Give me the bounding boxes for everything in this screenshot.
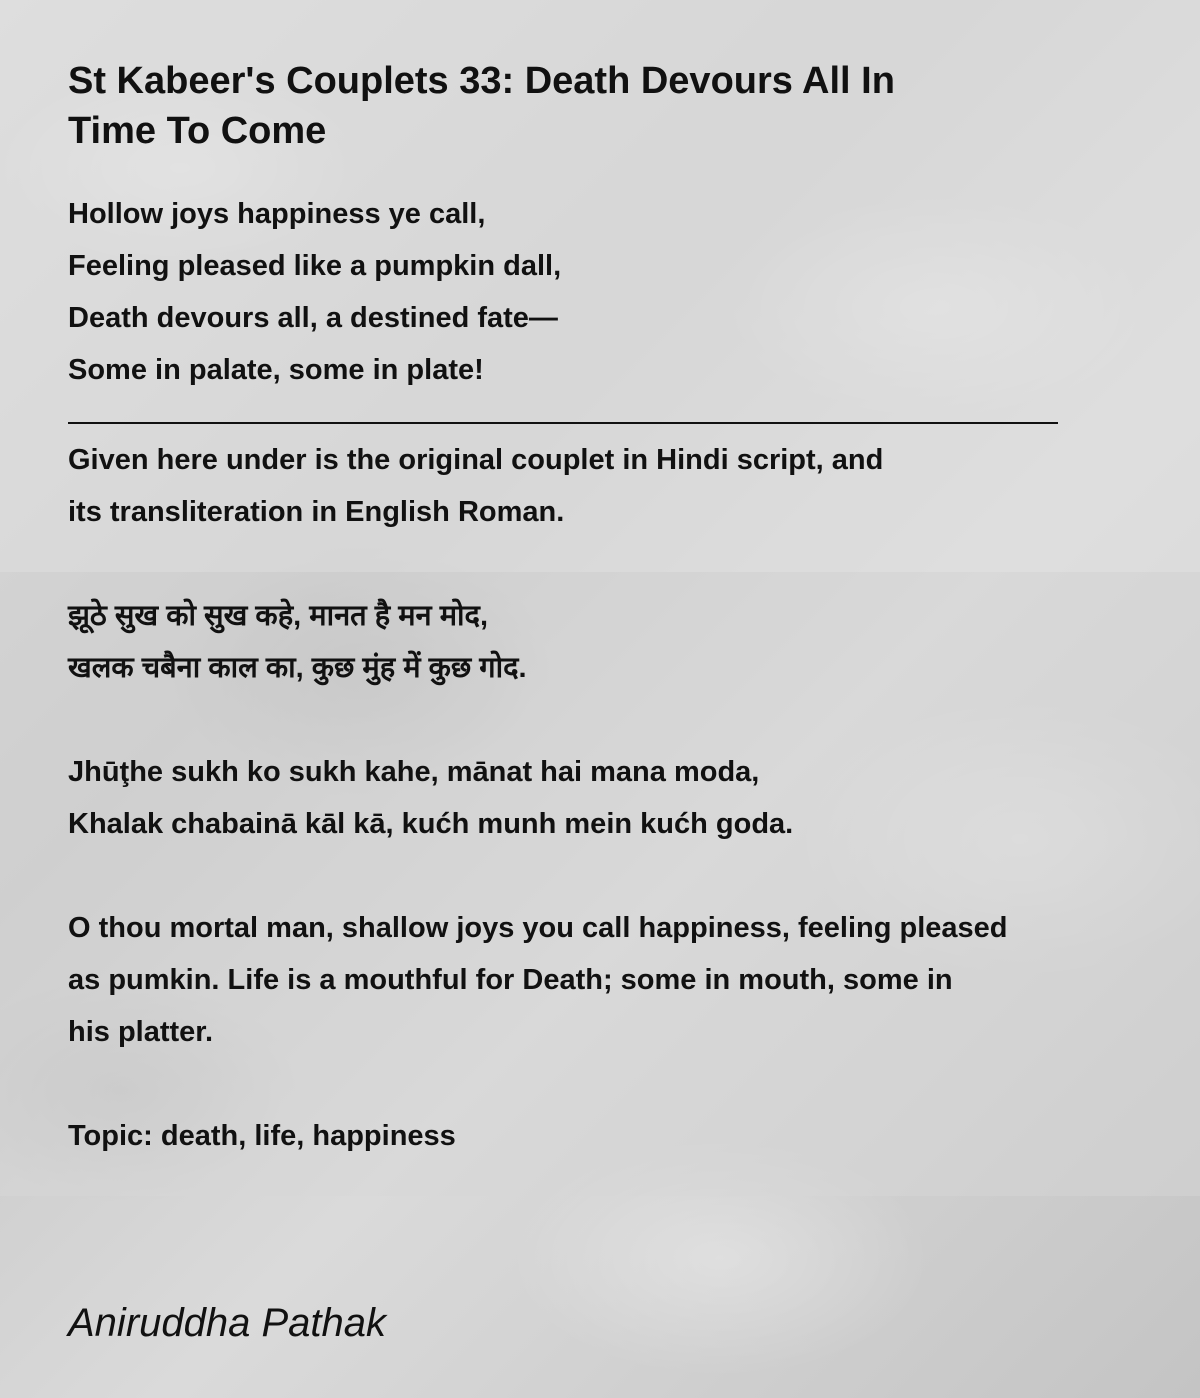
intro-paragraph [68, 434, 1138, 538]
stanza-line: Feeling pleased like a pumpkin dall, [68, 250, 562, 282]
transliteration-line: Khalak chabainā kāl kā, kućh munh mein kućh goda. [68, 808, 794, 840]
intro-line: Given here under is the original couplet in Hindi script, and [68, 444, 884, 476]
spacer [68, 694, 1138, 746]
topic-line: Topic: death, life, happiness [68, 1120, 456, 1152]
hindi-line: खलक चबैना काल का, कुछ मुंह में कुछ गोद. [68, 652, 527, 684]
translation-line: his platter. [68, 1016, 214, 1048]
stanza-line: Hollow joys happiness ye call, [68, 198, 486, 230]
spacer [68, 424, 1138, 434]
transliteration-line: Jhūţhe sukh ko sukh kahe, mānat hai mana moda, [68, 756, 760, 788]
poem-title: St Kabeer's Couplets 33: Death Devours All In Time To Come [68, 60, 895, 152]
author-name: Aniruddha Pathak [68, 1301, 387, 1345]
spacer [68, 1058, 1138, 1110]
translation-line: O thou mortal man, shallow joys you call happiness, feeling pleased [68, 912, 1008, 944]
hindi-couplet [68, 590, 1138, 694]
stanza-line: Death devours all, a destined fate— [68, 302, 558, 334]
poem-content [68, 56, 1138, 1162]
translation-paragraph [68, 902, 1138, 1058]
stanza-line: Some in palate, some in plate! [68, 354, 484, 386]
spacer [68, 850, 1138, 902]
hindi-line: झूठे सुख को सुख कहे, मानत है मन मोद, [68, 600, 489, 632]
poem-stanza [68, 188, 1138, 396]
spacer [68, 396, 1138, 422]
transliteration [68, 746, 1138, 850]
translation-line: as pumkin. Life is a mouthful for Death; some in mouth, some in [68, 964, 953, 996]
intro-line: its transliteration in English Roman. [68, 496, 565, 528]
spacer [68, 538, 1138, 590]
